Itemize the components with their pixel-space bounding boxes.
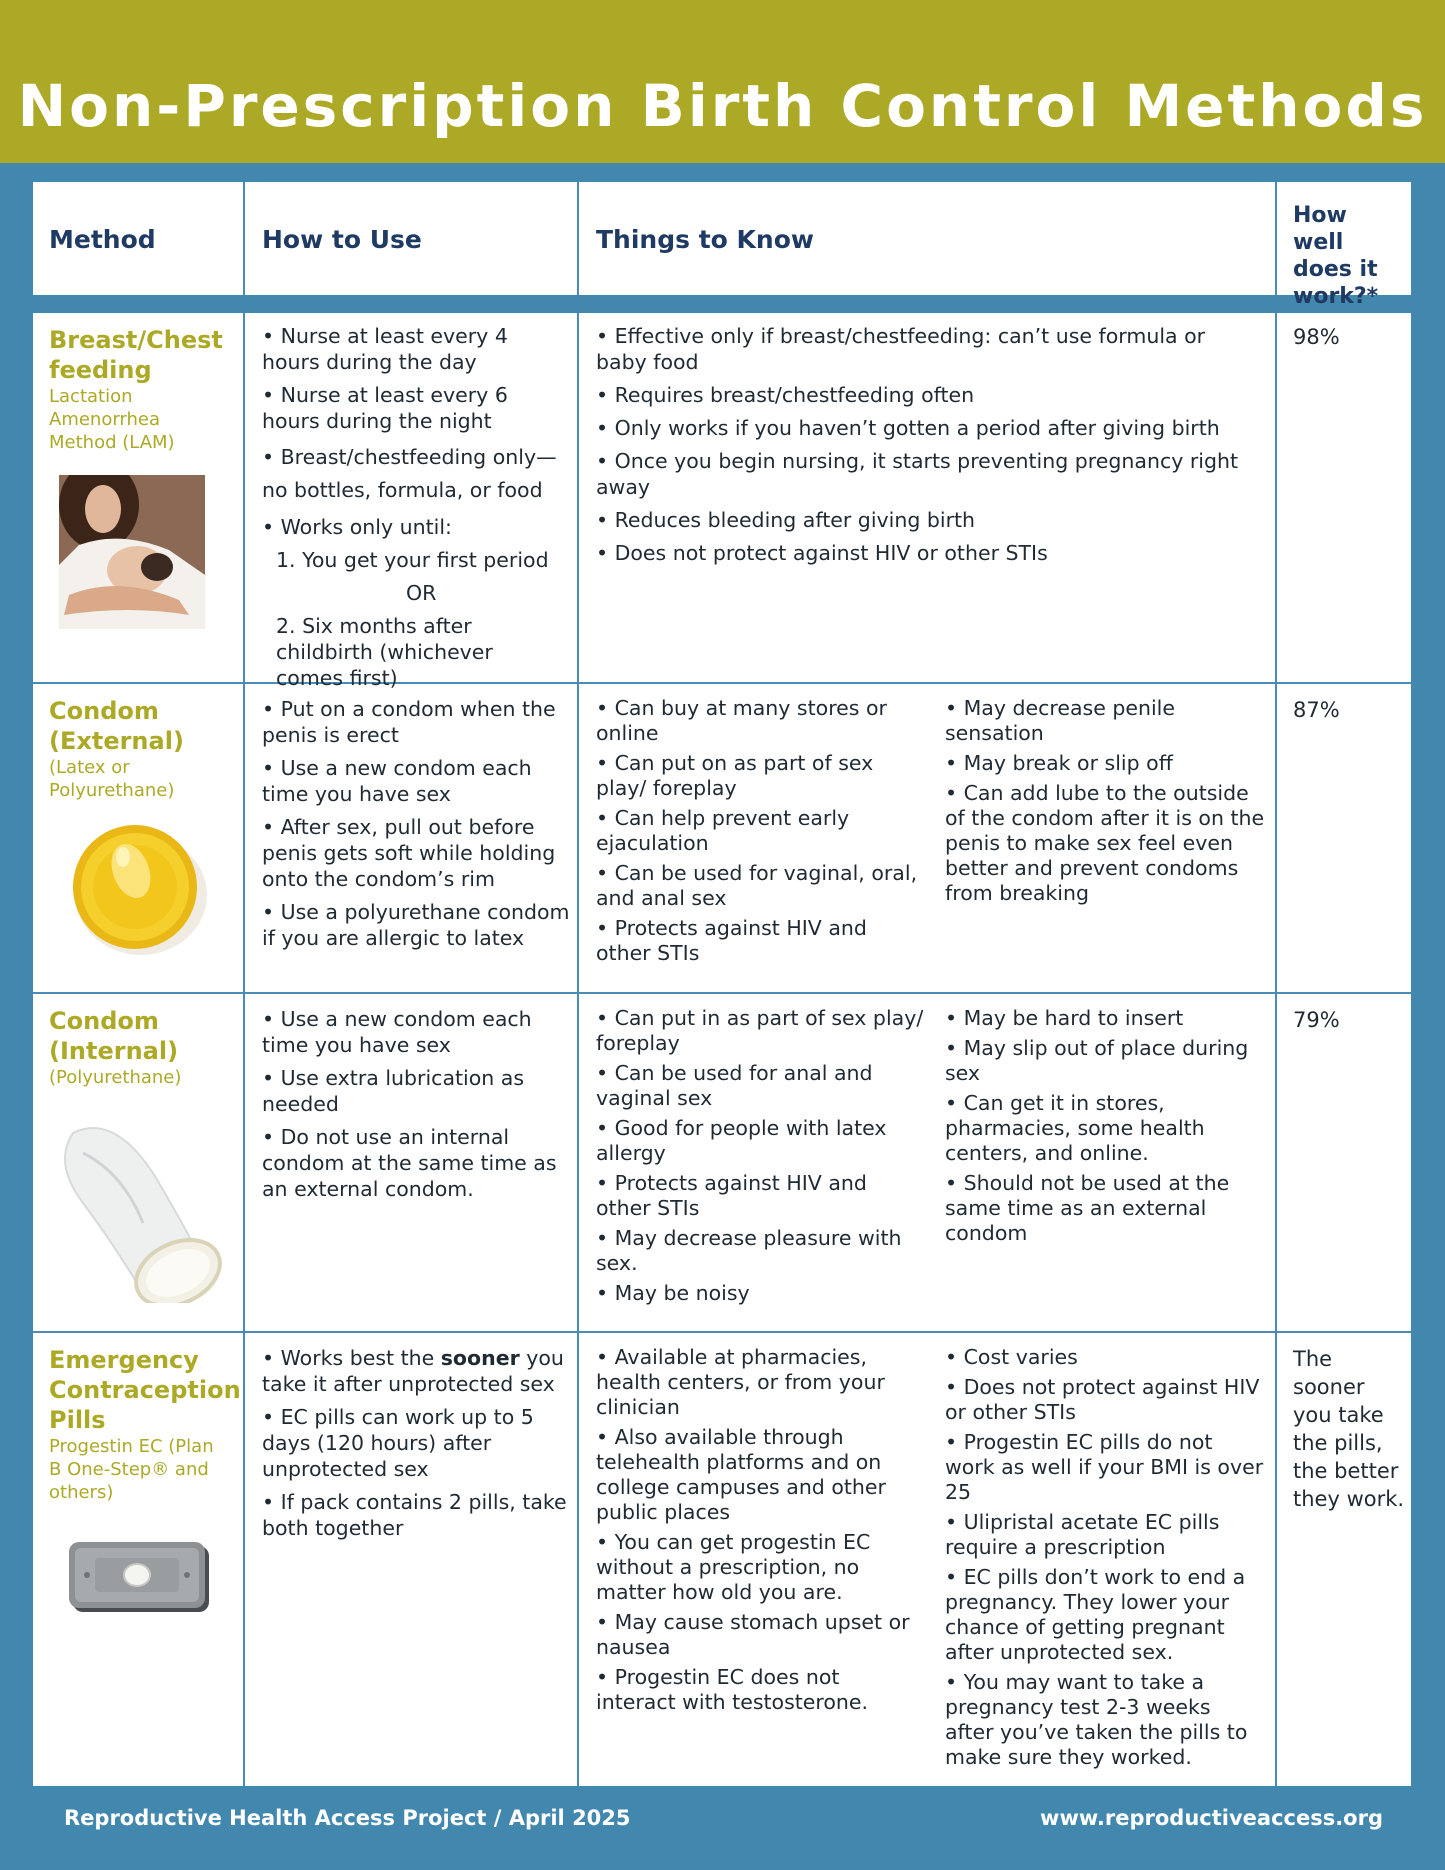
column-header-effectiveness: How well does it work?* bbox=[1293, 203, 1379, 309]
things-to-know-cell-right bbox=[945, 1345, 1265, 1775]
column-header-things-to-know: Things to Know bbox=[596, 225, 814, 254]
column-divider bbox=[243, 182, 245, 295]
list-item: • Use extra lubrication as needed bbox=[262, 1066, 525, 1116]
external-condom-photo-icon bbox=[63, 813, 213, 963]
page-title: Non-Prescription Birth Control Methods bbox=[17, 72, 1428, 140]
how-to-use-cell bbox=[262, 1345, 572, 1548]
list-item: • Can be used for anal and vaginal sex bbox=[596, 1061, 873, 1110]
method-subtitle: Lactation Amenorrhea Method (LAM) bbox=[49, 386, 175, 453]
list-item: • EC pills don’t work to end a pregnancy. They lower your chance of getting pregnant after unprotected sex. bbox=[945, 1565, 1246, 1664]
list-item: • May be noisy bbox=[596, 1281, 750, 1305]
table-header bbox=[33, 182, 1411, 309]
footer-website-link[interactable]: www.reproductiveaccess.org bbox=[1040, 1806, 1383, 1830]
effectiveness-value: 79% bbox=[1293, 1008, 1340, 1032]
method-name: Condom (External) bbox=[49, 697, 184, 755]
footer-organization: Reproductive Health Access Project / April 2025 bbox=[64, 1806, 631, 1830]
method-name: Breast/Chest feeding bbox=[49, 326, 223, 384]
column-header-method: Method bbox=[49, 225, 156, 254]
list-item: • Use a polyurethane condom if you are allergic to latex bbox=[262, 900, 570, 950]
list-item: • Can add lube to the outside of the condom after it is on the penis to make sex feel even better and prevent condoms from breaking bbox=[945, 781, 1265, 905]
list-item: • Works best the sooner you take it after unprotected sex bbox=[262, 1346, 564, 1396]
list-item: • Do not use an internal condom at the same time as an external condom. bbox=[262, 1125, 557, 1201]
how-to-use-cell bbox=[262, 696, 572, 958]
list-item: • Does not protect against HIV or other STIs bbox=[945, 1375, 1260, 1424]
list-item: • May break or slip off bbox=[945, 751, 1173, 775]
list-item: 1. You get your first period bbox=[276, 548, 549, 572]
list-item: • Can get it in stores, pharmacies, some health centers, and online. bbox=[945, 1091, 1205, 1165]
list-item: • Only works if you haven’t gotten a period after giving birth bbox=[596, 416, 1220, 440]
row-divider bbox=[33, 992, 1411, 994]
list-item: • Use a new condom each time you have sex bbox=[262, 1007, 532, 1057]
list-item: • Nurse at least every 6 hours during the night bbox=[262, 383, 508, 433]
list-item: • You may want to take a pregnancy test 2-3 weeks after you’ve taken the pills to make sure they worked. bbox=[945, 1670, 1248, 1769]
how-to-use-cell bbox=[262, 323, 562, 698]
list-item: • Progestin EC pills do not work as well if your BMI is over 25 bbox=[945, 1430, 1264, 1504]
effectiveness-value: 98% bbox=[1293, 325, 1340, 349]
row-divider bbox=[33, 1331, 1411, 1333]
things-to-know-cell-right bbox=[945, 1006, 1265, 1251]
list-item: • Nurse at least every 4 hours during the day bbox=[262, 324, 508, 374]
list-item: • EC pills can work up to 5 days (120 hours) after unprotected sex bbox=[262, 1405, 534, 1481]
column-header-how-to-use: How to Use bbox=[262, 225, 422, 254]
things-to-know-cell bbox=[596, 1345, 916, 1720]
column-divider bbox=[1275, 182, 1277, 295]
list-item: 2. Six months after childbirth (whichever comes first) bbox=[276, 614, 493, 690]
column-divider bbox=[243, 313, 245, 1786]
list-item: • Can put on as part of sex play/ foreplay bbox=[596, 751, 874, 800]
row-divider bbox=[33, 682, 1411, 684]
list-item: • Requires breast/chestfeeding often bbox=[596, 383, 975, 407]
effectiveness-value: The sooner you take the pills, the better they work. bbox=[1293, 1347, 1405, 1511]
method-cell bbox=[49, 696, 229, 802]
things-to-know-cell bbox=[596, 1006, 926, 1311]
method-subtitle: (Latex or Polyurethane) bbox=[49, 757, 175, 801]
list-item: • Should not be used at the same time as an external condom bbox=[945, 1171, 1230, 1245]
list-item: • Does not protect against HIV or other STIs bbox=[596, 541, 1048, 565]
list-item: • May decrease pleasure with sex. bbox=[596, 1226, 902, 1275]
list-item: • Reduces bleeding after giving birth bbox=[596, 508, 976, 532]
method-name: Emergency Contraception Pills bbox=[49, 1346, 241, 1434]
list-item: • Works only until: bbox=[262, 515, 452, 539]
list-item: • After sex, pull out before penis gets soft while holding onto the condom’s rim bbox=[262, 815, 556, 891]
how-to-use-cell bbox=[262, 1006, 562, 1209]
list-item: • Ulipristal acetate EC pills require a prescription bbox=[945, 1510, 1220, 1559]
nursing-mother-photo-icon bbox=[59, 475, 205, 629]
methods-table bbox=[33, 313, 1411, 1786]
column-divider bbox=[577, 182, 579, 295]
list-item: • You can get progestin EC without a prescription, no matter how old you are. bbox=[596, 1530, 871, 1604]
list-item: • Can put in as part of sex play/ foreplay bbox=[596, 1006, 924, 1055]
method-cell bbox=[49, 325, 229, 454]
method-subtitle: Progestin EC (Plan B One-Step® and others) bbox=[49, 1436, 214, 1503]
method-subtitle: (Polyurethane) bbox=[49, 1067, 182, 1088]
list-item: • Available at pharmacies, health centers, or from your clinician bbox=[596, 1345, 885, 1419]
list-item: • Put on a condom when the penis is erect bbox=[262, 697, 556, 747]
method-cell bbox=[49, 1345, 241, 1504]
things-to-know-cell bbox=[596, 696, 926, 971]
list-item: • Cost varies bbox=[945, 1345, 1078, 1369]
method-name: Condom (Internal) bbox=[49, 1007, 179, 1065]
list-item: • Progestin EC does not interact with testosterone. bbox=[596, 1665, 869, 1714]
list-item: OR bbox=[406, 581, 437, 605]
column-divider bbox=[1275, 313, 1277, 1786]
list-item: • May decrease penile sensation bbox=[945, 696, 1175, 745]
list-item: • Use a new condom each time you have sex bbox=[262, 756, 532, 806]
effectiveness-value: 87% bbox=[1293, 698, 1340, 722]
list-item: • Can be used for vaginal, oral, and anal sex bbox=[596, 861, 918, 910]
method-cell bbox=[49, 1006, 229, 1089]
list-item: • Good for people with latex allergy bbox=[596, 1116, 887, 1165]
internal-condom-photo-icon bbox=[53, 1113, 225, 1303]
list-item: • Effective only if breast/chestfeeding: can’t use formula or baby food bbox=[596, 324, 1206, 374]
things-to-know-cell-right bbox=[945, 696, 1265, 911]
list-item: • Can buy at many stores or online bbox=[596, 696, 887, 745]
list-item: • May cause stomach upset or nausea bbox=[596, 1610, 910, 1659]
list-item: • Once you begin nursing, it starts preventing pregnancy right away bbox=[596, 449, 1239, 499]
list-item: • Also available through telehealth platforms and on college campuses and other public places bbox=[596, 1425, 886, 1524]
list-item: • Protects against HIV and other STIs bbox=[596, 1171, 867, 1220]
list-item: • Protects against HIV and other STIs bbox=[596, 916, 867, 965]
column-divider bbox=[577, 313, 579, 1786]
list-item: • Can help prevent early ejaculation bbox=[596, 806, 850, 855]
things-to-know-cell bbox=[596, 323, 1261, 573]
list-item: • Breast/chestfeeding only— no bottles, formula, or food bbox=[262, 445, 557, 502]
list-item: • May be hard to insert bbox=[945, 1006, 1184, 1030]
list-item: • May slip out of place during sex bbox=[945, 1036, 1249, 1085]
list-item: • If pack contains 2 pills, take both together bbox=[262, 1490, 567, 1540]
ec-pill-blister-photo-icon bbox=[69, 1540, 213, 1616]
